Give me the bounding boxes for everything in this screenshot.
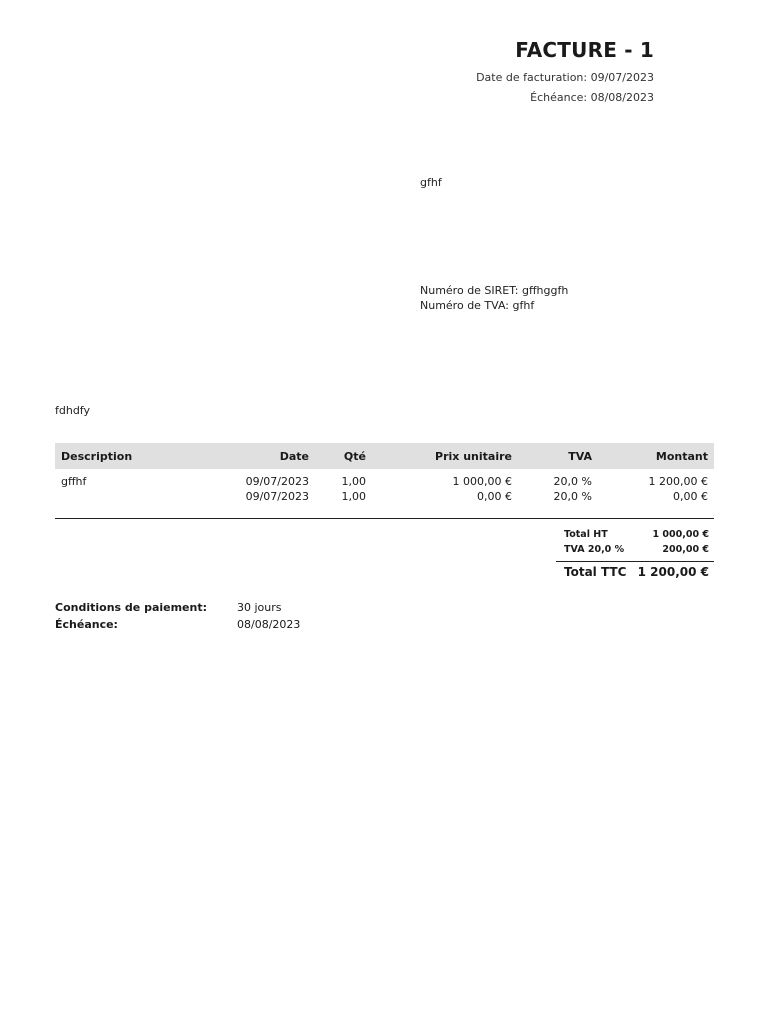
invoice-title: FACTURE - 1 (515, 38, 654, 62)
col-tva: TVA (518, 443, 598, 469)
table-row (55, 490, 714, 519)
cell-date: 09/07/2023 (245, 475, 309, 488)
payment-terms-label: Conditions de paiement: (55, 601, 208, 614)
items-table (55, 443, 714, 519)
total-tva-label: TVA 20,0 % (564, 544, 625, 555)
cell-tva: 20,0 % (518, 490, 598, 519)
cell-qty: 1,00 (315, 490, 372, 519)
cell-date: 09/07/2023 (187, 490, 315, 519)
cell-unit-price: 1 000,00 € (452, 475, 512, 488)
items-header-row (55, 443, 714, 469)
due-label: Échéance: (55, 618, 118, 631)
col-unit-price: Prix unitaire (372, 443, 518, 469)
total-tva-value: 200,00 € (662, 544, 709, 555)
billing-date: Date de facturation: 09/07/2023 (476, 71, 654, 84)
due-value: 08/08/2023 (237, 618, 301, 631)
table-row (55, 469, 714, 490)
col-date: Date (187, 443, 315, 469)
cell-amount: 0,00 € (598, 490, 714, 519)
cell-description: gffhf (61, 475, 87, 488)
cell-tva: 20,0 % (553, 475, 592, 488)
cell-qty: 1,00 (341, 475, 366, 488)
total-ttc-label: Total TTC (564, 565, 627, 579)
col-description: Description (55, 443, 187, 469)
cell-description (55, 490, 187, 519)
seller-siret: Numéro de SIRET: gffhggfh (420, 284, 569, 297)
cell-unit-price: 0,00 € (372, 490, 518, 519)
cell-amount: 1 200,00 € (648, 475, 708, 488)
seller-name: gfhf (420, 176, 442, 189)
client-name: fdhdfy (55, 404, 90, 417)
due-date: Échéance: 08/08/2023 (530, 91, 654, 104)
total-ht-value: 1 000,00 € (652, 529, 709, 540)
total-ttc-value: 1 200,00 € (637, 565, 709, 579)
col-qty: Qté (315, 443, 372, 469)
payment-terms-value: 30 jours (237, 601, 282, 614)
col-amount: Montant (598, 443, 714, 469)
seller-tva-number: Numéro de TVA: gfhf (420, 299, 535, 312)
totals-divider (556, 561, 714, 562)
total-ht-label: Total HT (564, 529, 608, 540)
